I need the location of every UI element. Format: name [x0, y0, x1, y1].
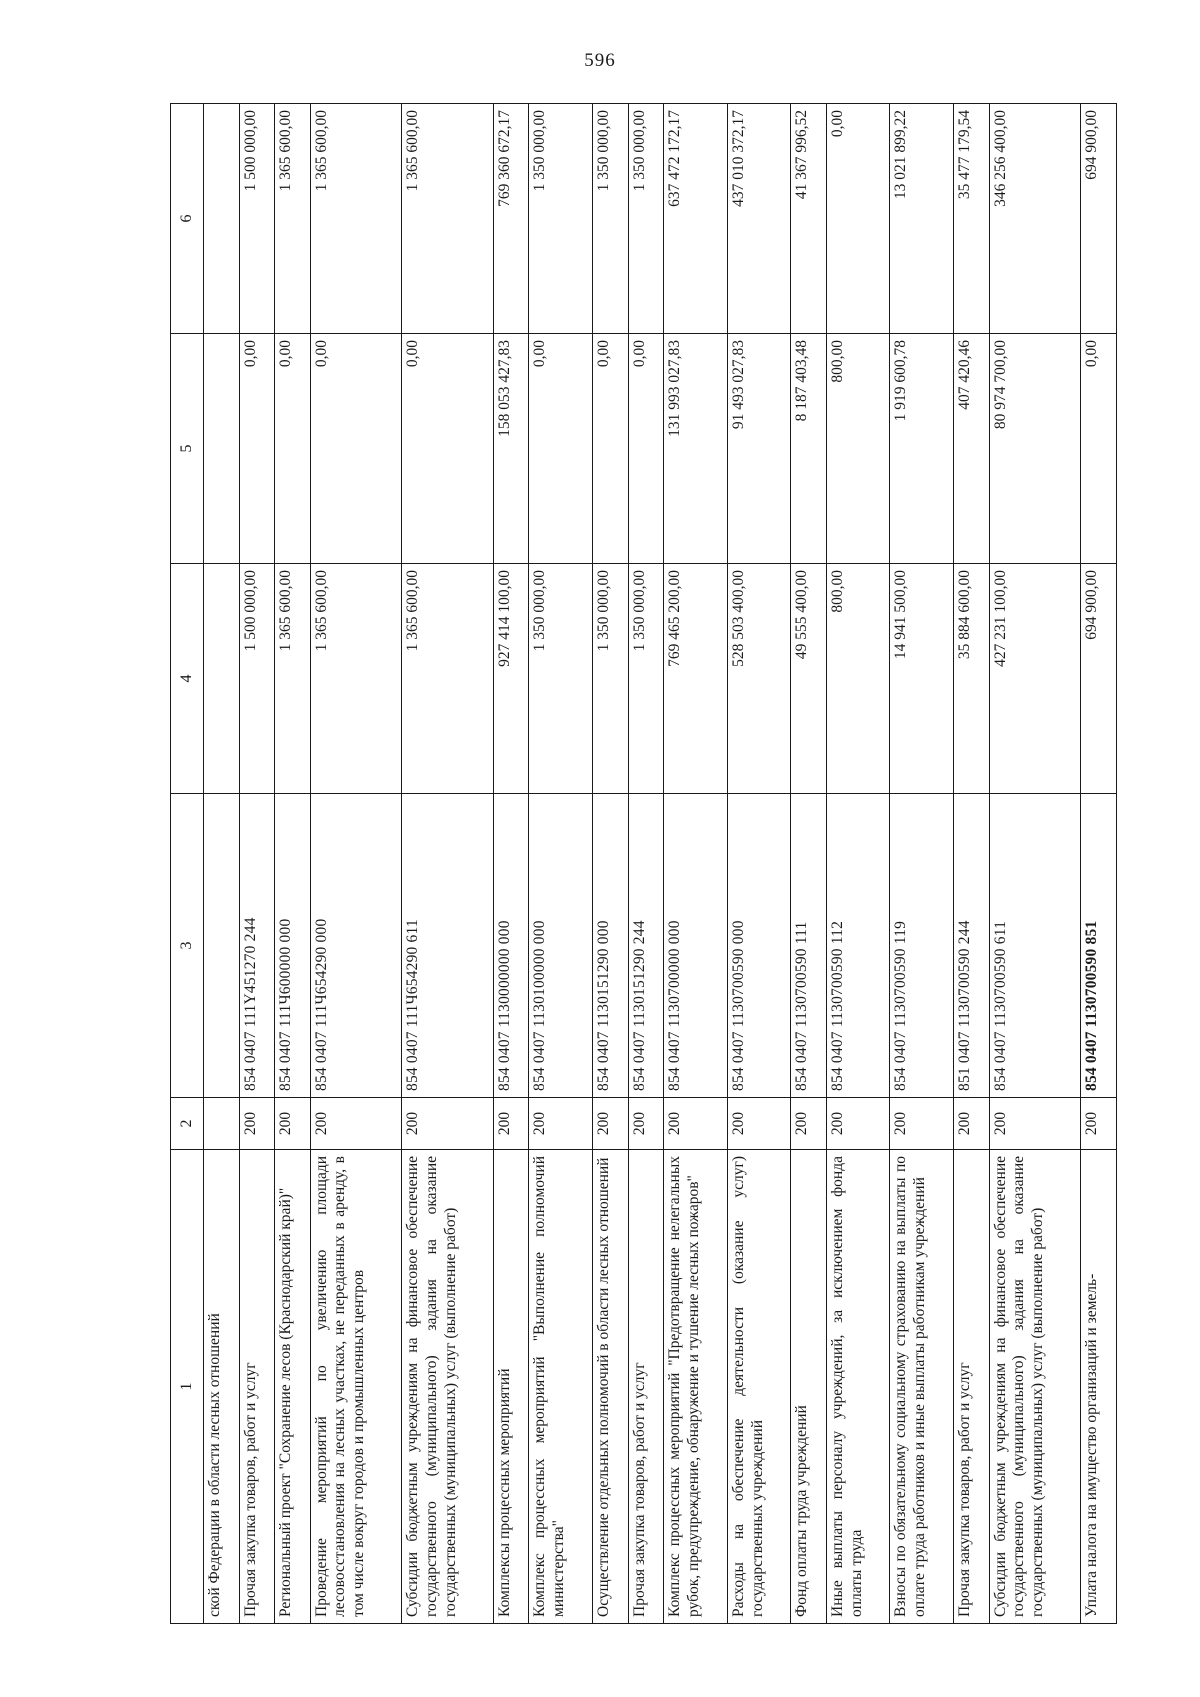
- cell-amount-executed: [204, 334, 240, 564]
- cell-amount-executed: 407 420,46: [954, 334, 990, 564]
- cell-code: 200: [310, 1098, 402, 1150]
- cell-amount-remaining: 769 360 672,17: [493, 104, 529, 334]
- header-col-3: 3: [171, 794, 204, 1098]
- budget-table: [170, 103, 1117, 1624]
- table-row: [989, 104, 1081, 1624]
- cell-code: 200: [529, 1098, 593, 1150]
- cell-code: 200: [628, 1098, 664, 1150]
- cell-amount-remaining: 41 367 996,52: [791, 104, 827, 334]
- cell-amount-approved: 927 414 100,00: [493, 564, 529, 794]
- table-header-row: [171, 104, 204, 1624]
- cell-amount-remaining: 637 472 172,17: [664, 104, 728, 334]
- cell-code: 200: [1081, 1098, 1117, 1150]
- cell-amount-remaining: 1 365 600,00: [402, 104, 494, 334]
- cell-classification: 854 0407 1130151290 000: [593, 794, 629, 1098]
- cell-classification: 854 0407 1130151290 244: [628, 794, 664, 1098]
- cell-amount-approved: 1 350 000,00: [529, 564, 593, 794]
- cell-code: 200: [664, 1098, 728, 1150]
- table-row: [1081, 104, 1117, 1624]
- cell-name: Субсидии бюджетным учреждениям на финансовое обеспечение государственного (муниципального) задания на оказание государственных (муниципальных) услуг (выполнение работ): [402, 1150, 494, 1624]
- cell-classification: 854 0407 1130700000 000: [664, 794, 728, 1098]
- cell-amount-remaining: 0,00: [826, 104, 890, 334]
- header-col-6: 6: [171, 104, 204, 334]
- cell-amount-remaining: 346 256 400,00: [989, 104, 1081, 334]
- cell-name: Субсидии бюджетным учреждениям на финансовое обеспечение государственного (муниципального) задания на оказание государственных (муниципальных) услуг (выполнение работ): [989, 1150, 1081, 1624]
- cell-classification: 854 0407 111Ч600000 000: [275, 794, 311, 1098]
- cell-amount-approved: 35 884 600,00: [954, 564, 990, 794]
- header-col-5: 5: [171, 334, 204, 564]
- cell-amount-remaining: 437 010 372,17: [727, 104, 791, 334]
- cell-amount-remaining: 1 365 600,00: [275, 104, 311, 334]
- cell-amount-approved: 427 231 100,00: [989, 564, 1081, 794]
- cell-code: 200: [593, 1098, 629, 1150]
- cell-classification: 854 0407 1130000000 000: [493, 794, 529, 1098]
- cell-amount-approved: 769 465 200,00: [664, 564, 728, 794]
- cell-amount-executed: 0,00: [402, 334, 494, 564]
- cell-amount-approved: 1 365 600,00: [310, 564, 402, 794]
- table-row: [239, 104, 275, 1624]
- header-col-2: 2: [171, 1098, 204, 1150]
- cell-amount-remaining: 1 500 000,00: [239, 104, 275, 334]
- cell-classification: 854 0407 1130100000 000: [529, 794, 593, 1098]
- cell-classification: 854 0407 1130700590 851: [1081, 794, 1117, 1098]
- cell-code: 200: [727, 1098, 791, 1150]
- cell-code: 200: [890, 1098, 954, 1150]
- cell-name: Комплекс процессных мероприятий "Предотвращение нелегальных рубок, предупреждение, обнаружение и тушение лесных пожаров": [664, 1150, 728, 1624]
- cell-amount-remaining: 35 477 179,54: [954, 104, 990, 334]
- cell-amount-remaining: 1 350 000,00: [529, 104, 593, 334]
- cell-amount-executed: 0,00: [529, 334, 593, 564]
- cell-amount-executed: 158 053 427,83: [493, 334, 529, 564]
- cell-amount-remaining: 1 365 600,00: [310, 104, 402, 334]
- cell-amount-remaining: 1 350 000,00: [628, 104, 664, 334]
- cell-amount-approved: 528 503 400,00: [727, 564, 791, 794]
- table-row: [493, 104, 529, 1624]
- cell-amount-executed: 131 993 027,83: [664, 334, 728, 564]
- table-row: [275, 104, 311, 1624]
- cell-classification: 854 0407 111Y451270 244: [239, 794, 275, 1098]
- cell-amount-approved: 1 500 000,00: [239, 564, 275, 794]
- table-row: [402, 104, 494, 1624]
- cell-name: Осуществление отдельных полномочий в области лесных отношений: [593, 1150, 629, 1624]
- cell-name: Фонд оплаты труда учреждений: [791, 1150, 827, 1624]
- cell-code: [204, 1098, 240, 1150]
- cell-name: Взносы по обязательному социальному страхованию на выплаты по оплате труда работников и иные выплаты работникам учреждений: [890, 1150, 954, 1624]
- cell-classification: 854 0407 1130700590 000: [727, 794, 791, 1098]
- cell-amount-executed: 0,00: [310, 334, 402, 564]
- cell-amount-executed: 8 187 403,48: [791, 334, 827, 564]
- cell-code: 200: [989, 1098, 1081, 1150]
- cell-amount-executed: 800,00: [826, 334, 890, 564]
- table-row: [310, 104, 402, 1624]
- cell-amount-executed: 80 974 700,00: [989, 334, 1081, 564]
- cell-amount-remaining: 1 350 000,00: [593, 104, 629, 334]
- table-row: [593, 104, 629, 1624]
- table-row: [727, 104, 791, 1624]
- cell-code: 200: [826, 1098, 890, 1150]
- table-row: [826, 104, 890, 1624]
- header-col-4: 4: [171, 564, 204, 794]
- cell-code: 200: [239, 1098, 275, 1150]
- cell-amount-executed: 91 493 027,83: [727, 334, 791, 564]
- cell-name: Комплекс процессных мероприятий "Выполнение полномочий министерства": [529, 1150, 593, 1624]
- cell-amount-executed: 0,00: [628, 334, 664, 564]
- cell-name: Региональный проект "Сохранение лесов (Краснодарский край)": [275, 1150, 311, 1624]
- cell-code: 200: [402, 1098, 494, 1150]
- table-row: [664, 104, 728, 1624]
- cell-classification: 851 0407 1130700590 244: [954, 794, 990, 1098]
- cell-amount-remaining: 13 021 899,22: [890, 104, 954, 334]
- cell-amount-approved: 49 555 400,00: [791, 564, 827, 794]
- cell-classification: 854 0407 111Ч654290 611: [402, 794, 494, 1098]
- cell-classification: 854 0407 1130700590 611: [989, 794, 1081, 1098]
- cell-amount-approved: 1 350 000,00: [593, 564, 629, 794]
- cell-amount-executed: 0,00: [593, 334, 629, 564]
- cell-classification: 854 0407 1130700590 119: [890, 794, 954, 1098]
- cell-name: ской Федерации в области лесных отношений: [204, 1150, 240, 1624]
- cell-name: Прочая закупка товаров, работ и услуг: [239, 1150, 275, 1624]
- table-row: [204, 104, 240, 1624]
- cell-amount-executed: 1 919 600,78: [890, 334, 954, 564]
- cell-amount-approved: [204, 564, 240, 794]
- table-row: [890, 104, 954, 1624]
- cell-name: Комплексы процессных мероприятий: [493, 1150, 529, 1624]
- cell-amount-approved: 1 350 000,00: [628, 564, 664, 794]
- cell-amount-remaining: 694 900,00: [1081, 104, 1117, 334]
- cell-amount-remaining: [204, 104, 240, 334]
- cell-amount-approved: 1 365 600,00: [275, 564, 311, 794]
- table-row: [954, 104, 990, 1624]
- cell-name: Иные выплаты персоналу учреждений, за исключением фонда оплаты труда: [826, 1150, 890, 1624]
- cell-amount-executed: 0,00: [1081, 334, 1117, 564]
- cell-amount-approved: 1 365 600,00: [402, 564, 494, 794]
- table-row: [628, 104, 664, 1624]
- rotated-table-container: [170, 104, 1117, 1624]
- table-row: [529, 104, 593, 1624]
- cell-code: 200: [275, 1098, 311, 1150]
- cell-amount-executed: 0,00: [275, 334, 311, 564]
- cell-name: Прочая закупка товаров, работ и услуг: [954, 1150, 990, 1624]
- cell-code: 200: [954, 1098, 990, 1150]
- table-row: [791, 104, 827, 1624]
- cell-amount-executed: 0,00: [239, 334, 275, 564]
- cell-classification: 854 0407 111Ч654290 000: [310, 794, 402, 1098]
- header-col-1: 1: [171, 1150, 204, 1624]
- cell-classification: 854 0407 1130700590 112: [826, 794, 890, 1098]
- cell-name: Прочая закупка товаров, работ и услуг: [628, 1150, 664, 1624]
- cell-code: 200: [791, 1098, 827, 1150]
- cell-name: Расходы на обеспечение деятельности (оказание услуг) государственных учреждений: [727, 1150, 791, 1624]
- page-number: 596: [584, 50, 616, 71]
- cell-amount-approved: 694 900,00: [1081, 564, 1117, 794]
- cell-classification: [204, 794, 240, 1098]
- cell-classification: 854 0407 1130700590 111: [791, 794, 827, 1098]
- cell-name: Проведение мероприятий по увеличению площади лесовосстановления на лесных участках, не переданных в аренду, в том числе вокруг городов и промышленных центров: [310, 1150, 402, 1624]
- cell-code: 200: [493, 1098, 529, 1150]
- cell-amount-approved: 800,00: [826, 564, 890, 794]
- cell-amount-approved: 14 941 500,00: [890, 564, 954, 794]
- cell-name: Уплата налога на имущество организаций и земель-: [1081, 1150, 1117, 1624]
